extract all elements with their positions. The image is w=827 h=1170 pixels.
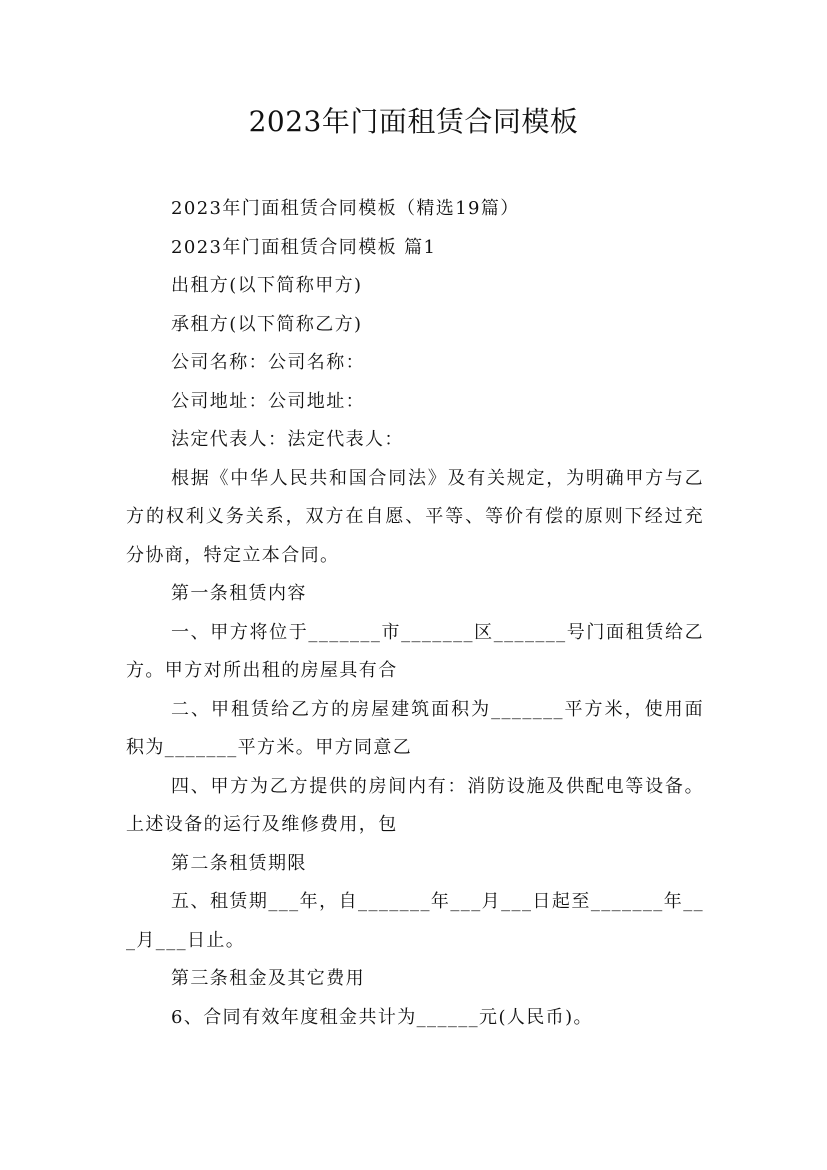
paragraph-clause-2: 二、甲租赁给乙方的房屋建筑面积为_______平方米，使用面积为_______平方米。甲方同意乙 bbox=[126, 698, 704, 758]
paragraph-company-name: 公司名称：公司名称： bbox=[171, 352, 365, 373]
paragraph-clause-4: 四、甲方为乙方提供的房间内有：消防设施及供配电等设备。上述设备的运行及维修费用，包 bbox=[126, 775, 704, 835]
paragraph-preamble: 根据《中华人民共和国合同法》及有关规定，为明确甲方与乙方的权利义务关系，双方在自愿、平等、等价有偿的原则下经过充分协商，特定立本合同。 bbox=[126, 467, 704, 566]
paragraph-article-1-heading: 第一条租赁内容 bbox=[171, 583, 307, 604]
paragraph-article-3-heading: 第三条租金及其它费用 bbox=[171, 968, 365, 989]
paragraph-legal-representative: 法定代表人：法定代表人： bbox=[171, 429, 404, 450]
paragraph-article-2-heading: 第二条租赁期限 bbox=[171, 852, 307, 874]
paragraph-lessor: 出租方(以下简称甲方) bbox=[171, 275, 363, 296]
paragraph-clause-6: 6、合同有效年度租金共计为______元(人民币)。 bbox=[171, 1006, 593, 1028]
document-title: 2023年门面租赁合同模板 bbox=[248, 105, 579, 138]
document-body bbox=[126, 190, 704, 1037]
paragraph-lessee: 承租方(以下简称乙方) bbox=[171, 313, 363, 335]
paragraph-clause-5: 五、租赁期___年，自_______年___月___日起至_______年___月___日止。 bbox=[126, 891, 704, 951]
paragraph-subtitle: 2023年门面租赁合同模板（精选19篇） bbox=[171, 198, 520, 219]
paragraph-company-address: 公司地址：公司地址： bbox=[171, 390, 365, 412]
paragraph-clause-1: 一、甲方将位于_______市_______区_______号门面租赁给乙方。甲方对所出租的房屋具有合 bbox=[126, 621, 704, 681]
paragraph-section-title: 2023年门面租赁合同模板 篇1 bbox=[171, 236, 437, 258]
